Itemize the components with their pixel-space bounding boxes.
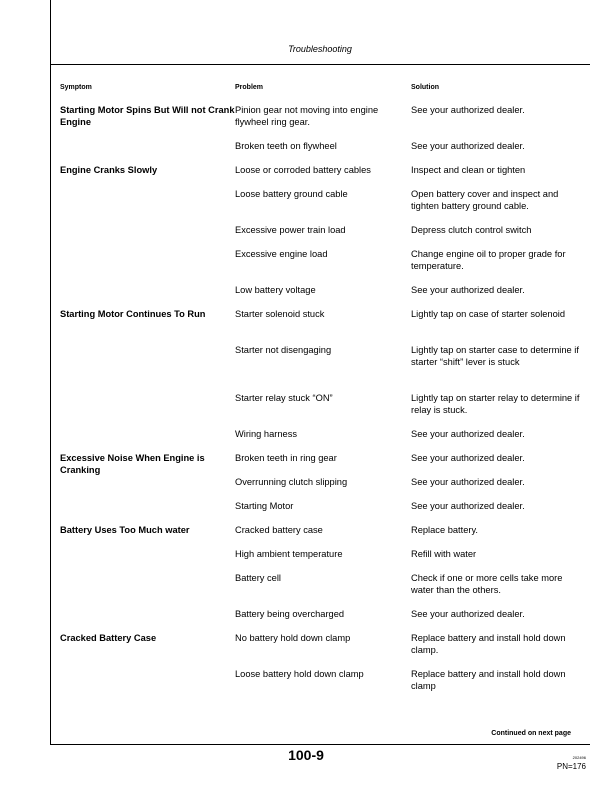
problem-cell: Pinion gear not moving into engine flywheel ring gear. xyxy=(235,105,379,127)
problem-cell: Battery being overcharged xyxy=(235,609,345,619)
solution-cell: See your authorized dealer. xyxy=(411,285,525,295)
problem-cell: High ambient temperature xyxy=(235,549,343,559)
solution-cell: See your authorized dealer. xyxy=(411,609,525,619)
solution-cell: Check if one or more cells take more water than the others. xyxy=(411,573,563,595)
symptom-cell: Cracked Battery Case xyxy=(60,633,157,643)
solution-cell: See your authorized dealer. xyxy=(411,453,525,463)
table-row xyxy=(60,248,580,284)
solution-cell: See your authorized dealer. xyxy=(411,477,525,487)
page-number: 100-9 xyxy=(288,747,324,763)
symptom-cell xyxy=(60,284,235,308)
symptom-cell xyxy=(60,572,235,608)
symptom-cell: Excessive Noise When Engine is Cranking xyxy=(60,453,205,475)
table-row xyxy=(60,344,580,392)
solution-cell: Inspect and clean or tighten xyxy=(411,165,526,175)
column-header-solution: Solution xyxy=(411,84,439,91)
symptom-cell: Starting Motor Continues To Run xyxy=(60,309,206,319)
table-row xyxy=(60,632,580,668)
symptom-cell xyxy=(60,500,235,524)
table-row xyxy=(60,392,580,428)
section-title: Troubleshooting xyxy=(288,44,352,54)
symptom-cell xyxy=(60,392,235,428)
table-row xyxy=(60,500,580,524)
table-row xyxy=(60,224,580,248)
table-row xyxy=(60,188,580,224)
solution-cell: See your authorized dealer. xyxy=(411,429,525,439)
table-row xyxy=(60,164,580,188)
problem-cell: Loose battery ground cable xyxy=(235,189,348,199)
problem-cell: Excessive power train load xyxy=(235,225,346,235)
problem-cell: No battery hold down clamp xyxy=(235,633,351,643)
problem-cell: Overrunning clutch slipping xyxy=(235,477,348,487)
footer-rule xyxy=(50,744,590,745)
troubleshooting-table xyxy=(60,84,580,704)
symptom-cell: Engine Cranks Slowly xyxy=(60,165,158,175)
problem-cell: Starter not disengaging xyxy=(235,345,332,355)
left-margin-rule xyxy=(50,0,51,744)
problem-cell: Cracked battery case xyxy=(235,525,323,535)
problem-cell: Broken teeth in ring gear xyxy=(235,453,337,463)
problem-cell: Loose or corroded battery cables xyxy=(235,165,371,175)
solution-cell: Replace battery and install hold down clamp. xyxy=(411,633,566,655)
table-header xyxy=(60,84,580,104)
problem-cell: Battery cell xyxy=(235,573,281,583)
symptom-cell: Battery Uses Too Much water xyxy=(60,525,190,535)
table-row xyxy=(60,476,580,500)
table-row xyxy=(60,608,580,632)
symptom-cell xyxy=(60,224,235,248)
problem-cell: Broken teeth on flywheel xyxy=(235,141,337,151)
table-row xyxy=(60,668,580,704)
problem-cell: Starting Motor xyxy=(235,501,294,511)
problem-cell: Starter solenoid stuck xyxy=(235,309,325,319)
problem-cell: Excessive engine load xyxy=(235,249,328,259)
solution-cell: Lightly tap on starter case to determine if starter “shift” lever is stuck xyxy=(411,345,579,367)
symptom-cell: Starting Motor Spins But Will not Crank Engine xyxy=(60,105,235,127)
symptom-cell xyxy=(60,548,235,572)
solution-cell: Open battery cover and inspect and tighten battery ground cable. xyxy=(411,189,559,211)
table-row xyxy=(60,284,580,308)
table-row xyxy=(60,428,580,452)
table-row xyxy=(60,308,580,344)
problem-cell: Low battery voltage xyxy=(235,285,316,295)
solution-cell: Change engine oil to proper grade for temperature. xyxy=(411,249,566,271)
symptom-cell xyxy=(60,668,235,704)
solution-cell: Replace battery and install hold down clamp xyxy=(411,669,566,691)
solution-cell: Lightly tap on starter relay to determine if relay is stuck. xyxy=(411,393,580,415)
solution-cell: Replace battery. xyxy=(411,525,479,535)
solution-cell: See your authorized dealer. xyxy=(411,501,525,511)
symptom-cell xyxy=(60,608,235,632)
symptom-cell xyxy=(60,344,235,392)
column-header-symptom: Symptom xyxy=(60,84,92,91)
pn-number: PN=176 xyxy=(556,762,586,771)
solution-cell: Lightly tap on case of starter solenoid xyxy=(411,309,566,319)
symptom-cell xyxy=(60,140,235,164)
problem-cell: Wiring harness xyxy=(235,429,298,439)
problem-cell: Starter relay stuck “ON” xyxy=(235,393,333,403)
symptom-cell xyxy=(60,188,235,224)
table-row xyxy=(60,452,580,476)
problem-cell: Loose battery hold down clamp xyxy=(235,669,364,679)
symptom-cell xyxy=(60,428,235,452)
document-code: 202496 xyxy=(572,755,586,760)
table-row xyxy=(60,548,580,572)
table-row xyxy=(60,104,580,140)
table-row xyxy=(60,524,580,548)
continued-note: Continued on next page xyxy=(491,730,571,737)
header-rule xyxy=(50,64,590,65)
symptom-cell xyxy=(60,248,235,284)
solution-cell: See your authorized dealer. xyxy=(411,141,525,151)
solution-cell: Depress clutch control switch xyxy=(411,225,532,235)
table-row xyxy=(60,140,580,164)
solution-cell: See your authorized dealer. xyxy=(411,105,525,115)
column-header-problem: Problem xyxy=(235,84,264,91)
solution-cell: Refill with water xyxy=(411,549,477,559)
symptom-cell xyxy=(60,476,235,500)
table-row xyxy=(60,572,580,608)
